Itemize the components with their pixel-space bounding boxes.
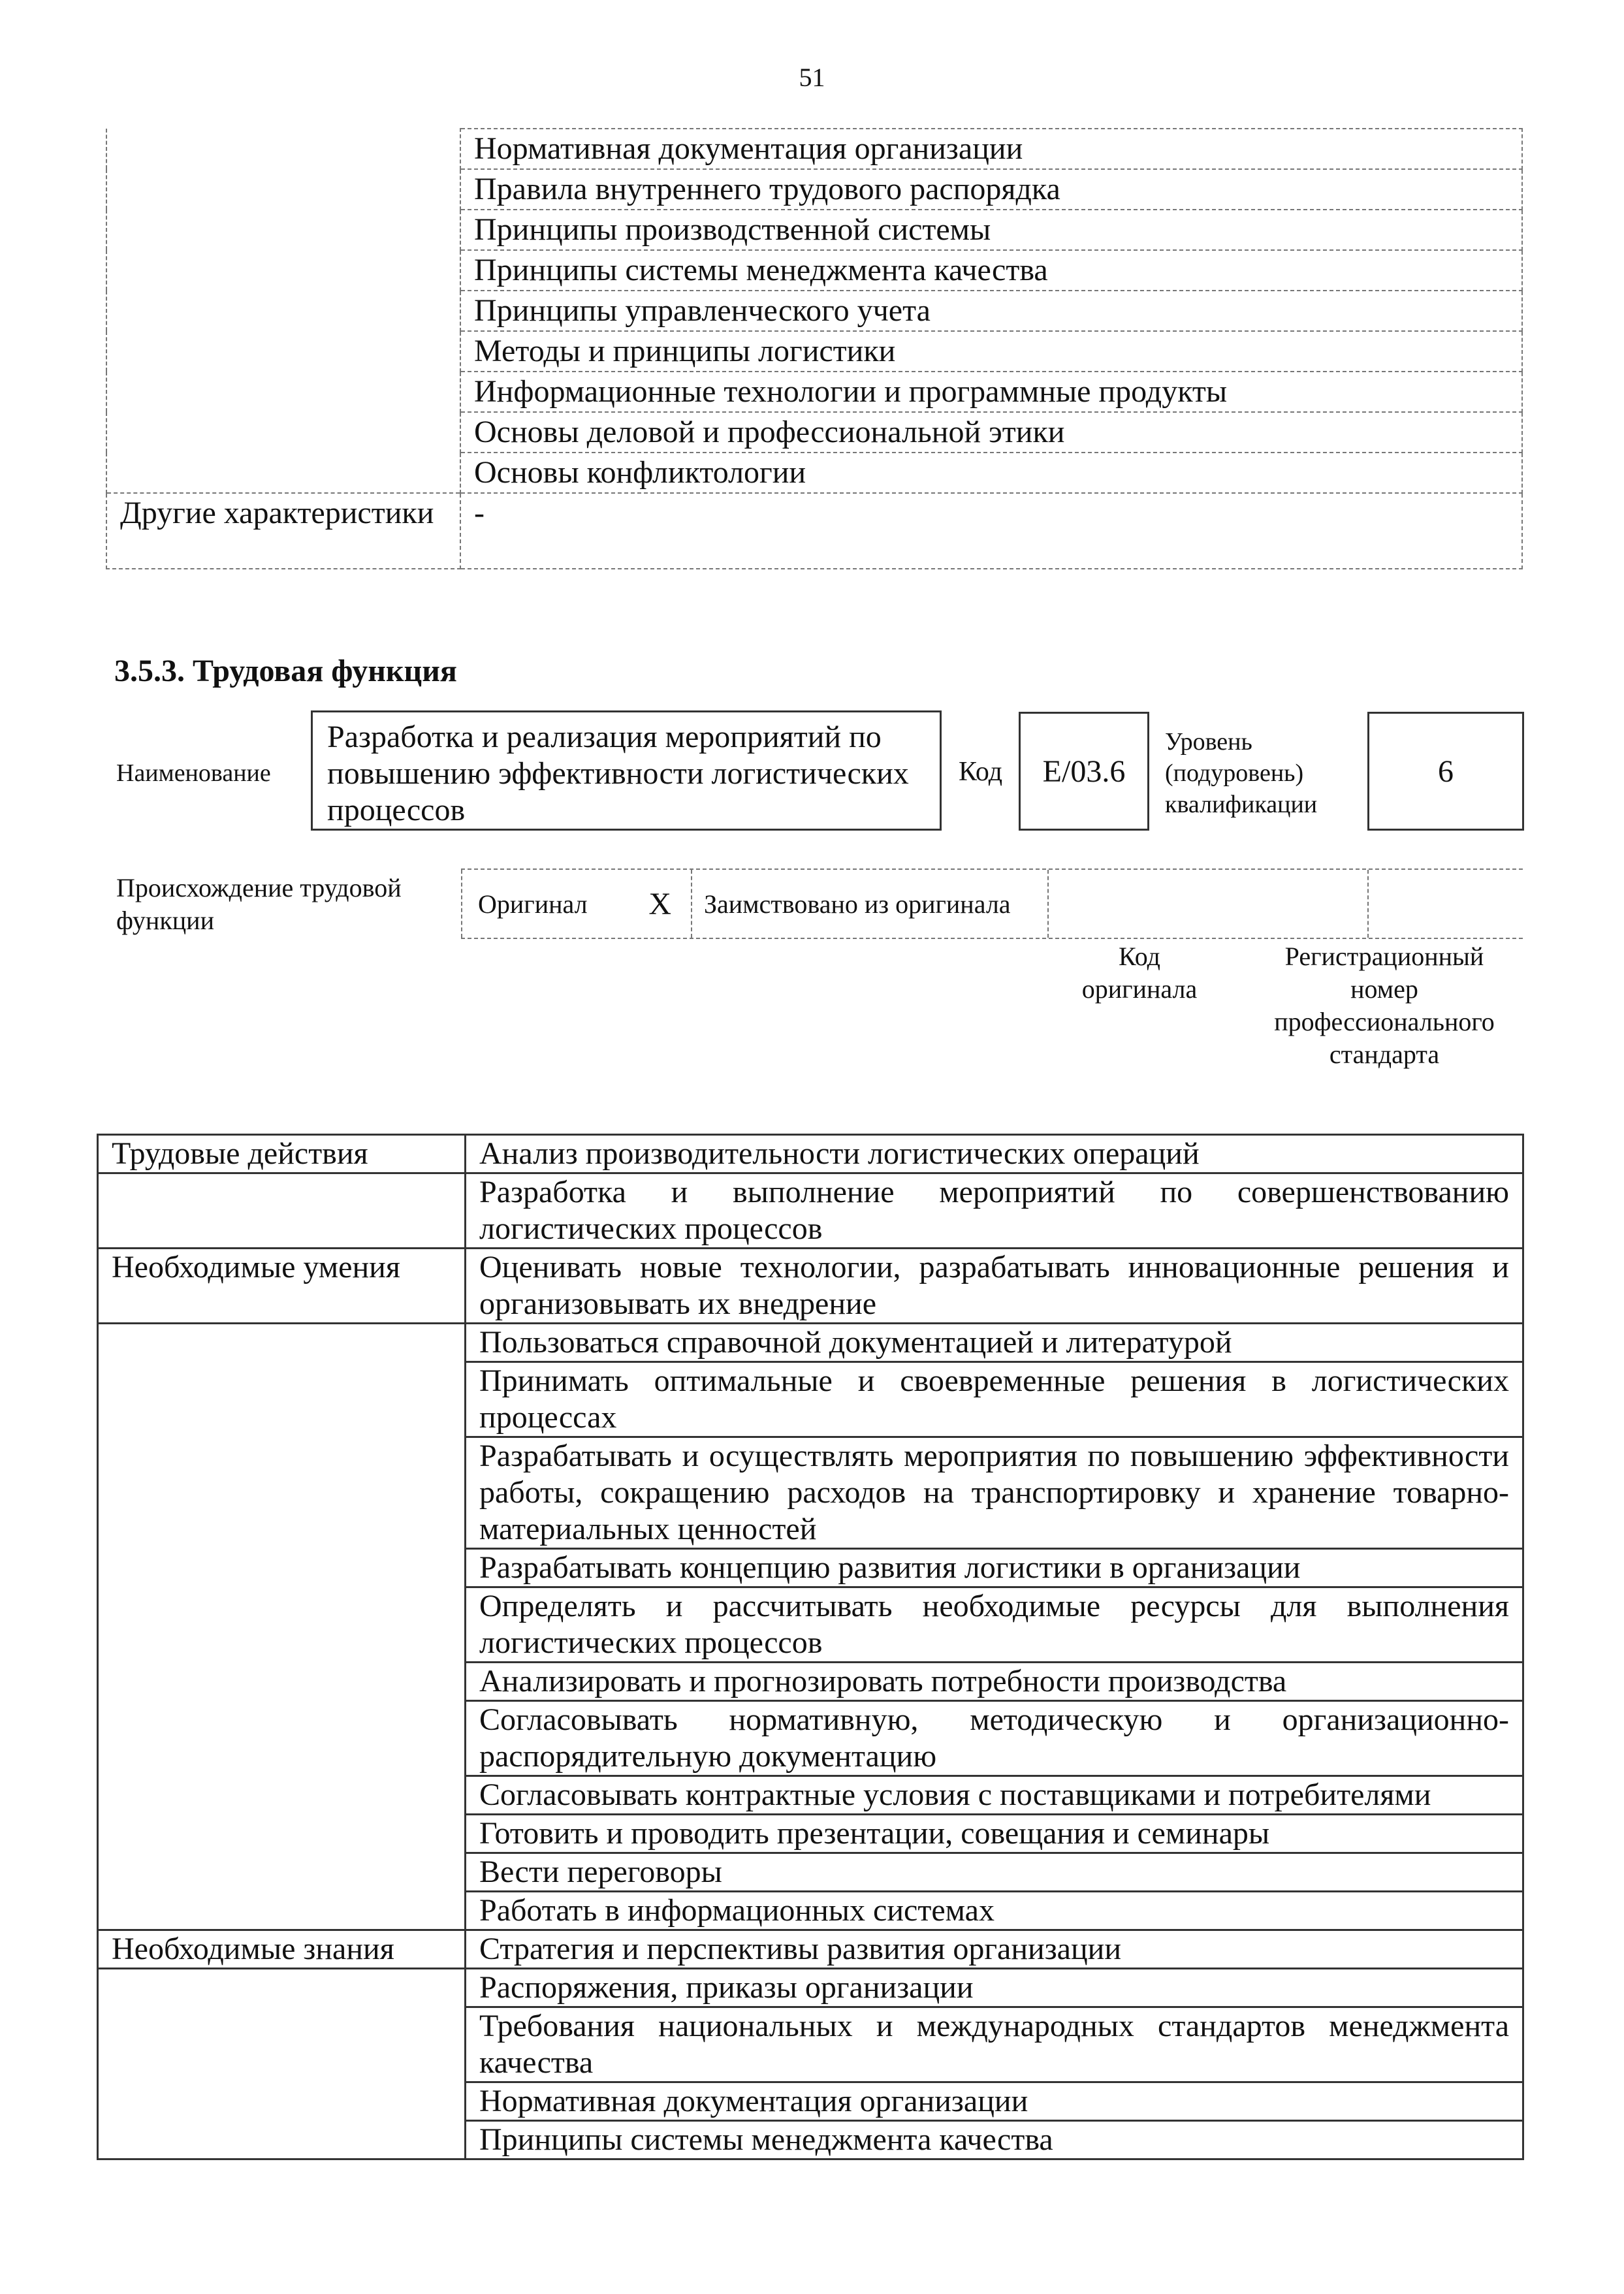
table-row [106, 169, 1522, 210]
knowledge-item: Распоряжения, приказы организации [466, 1969, 1523, 2007]
skills-label: Необходимые умения [98, 1249, 466, 1324]
skill-item: Согласовывать нормативную, методическую и организационно-распорядительную документацию [466, 1701, 1523, 1776]
table-row [98, 1362, 1523, 1437]
skill-item: Готовить и проводить презентации, совещания и семинары [466, 1815, 1523, 1853]
labor-actions-label: Трудовые действия [98, 1135, 466, 1173]
skill-item: Анализировать и прогнозировать потребности производства [466, 1663, 1523, 1701]
table-row [98, 1815, 1523, 1853]
table-row [98, 2082, 1523, 2121]
skill-item: Оценивать новые технологии, разрабатывать инновационные решения и организовывать их внедрение [466, 1249, 1523, 1324]
origin-original-cell [461, 870, 692, 938]
name-label: Наименование [116, 759, 271, 787]
knowledge-item: Основы конфликтологии [460, 453, 1522, 493]
skill-item: Вести переговоры [466, 1853, 1523, 1892]
table-row [106, 493, 1522, 569]
section-heading: 3.5.3. Трудовая функция [114, 654, 457, 688]
table-row [106, 250, 1522, 291]
table-row [98, 1135, 1523, 1173]
other-characteristics-value: - [460, 493, 1522, 569]
page-number: 51 [799, 63, 825, 92]
origin-mark: X [648, 886, 671, 921]
table-row [98, 2007, 1523, 2082]
function-name-box: Разработка и реализация мероприятий по повышению эффективности логистических процессов [311, 710, 942, 831]
knowledge-item: Принципы системы менеджмента качества [460, 250, 1522, 291]
skill-item: Согласовывать контрактные условия с поставщиками и потребителями [466, 1776, 1523, 1815]
table-row [106, 453, 1522, 493]
origin-original-label: Оригинал [478, 889, 588, 919]
knowledge-item: Методы и принципы логистики [460, 331, 1522, 372]
origin-row [461, 868, 1523, 939]
knowledge-item: Нормативная документация организации [460, 129, 1522, 169]
labor-action-item: Анализ производительности логистических операций [466, 1135, 1523, 1173]
origin-label: Происхождение трудовой функции [116, 873, 402, 935]
knowledge-item: Принципы управленческого учета [460, 291, 1522, 331]
labor-function-table [97, 1134, 1524, 2160]
table-row [98, 1249, 1523, 1324]
origin-code-cell [1049, 870, 1369, 938]
qualification-level-label: Уровень (подуровень) квалификации [1165, 728, 1318, 818]
knowledge-item: Принципы производственной системы [460, 210, 1522, 250]
table-row [98, 1701, 1523, 1776]
other-characteristics-label: Другие характеристики [106, 493, 460, 569]
table-row [98, 1437, 1523, 1549]
table-row [106, 331, 1522, 372]
table-row [98, 1892, 1523, 1930]
knowledge-item: Принципы системы менеджмента качества [466, 2121, 1523, 2159]
table-row [98, 2121, 1523, 2159]
table-row [98, 1324, 1523, 1362]
skill-item: Принимать оптимальные и своевременные решения в логистических процессах [466, 1362, 1523, 1437]
knowledge-label: Необходимые знания [98, 1930, 466, 1969]
code-label: Код [959, 757, 1003, 787]
skill-item: Работать в информационных системах [466, 1892, 1523, 1930]
table-row [98, 1930, 1523, 1969]
knowledge-item: Основы деловой и профессиональной этики [460, 412, 1522, 453]
skill-item: Определять и рассчитывать необходимые ресурсы для выполнения логистических процессов [466, 1587, 1523, 1663]
qualification-level-box: 6 [1367, 712, 1524, 831]
empty-key-cell [106, 129, 460, 169]
table-row [98, 1587, 1523, 1663]
table-row [106, 210, 1522, 250]
skill-item: Разрабатывать концепцию развития логистики в организации [466, 1549, 1523, 1587]
knowledge-item: Правила внутреннего трудового распорядка [460, 169, 1522, 210]
origin-code-caption: Код оригинала [1081, 942, 1198, 1004]
table-row [106, 372, 1522, 412]
origin-borrowed-cell: Заимствовано из оригинала [692, 870, 1049, 938]
table-row [98, 1776, 1523, 1815]
table-row [98, 1969, 1523, 2007]
labor-action-item: Разработка и выполнение мероприятий по совершенствованию логистических процессов [466, 1173, 1523, 1249]
table-row [98, 1549, 1523, 1587]
table-row [106, 412, 1522, 453]
knowledge-item: Требования национальных и международных стандартов менеджмента качества [466, 2007, 1523, 2082]
skill-item: Разрабатывать и осуществлять мероприятия по повышению эффективности работы, сокращению расходов на транспортировку и хранение товарно-материальных ценностей [466, 1437, 1523, 1549]
knowledge-continuation-table [106, 128, 1523, 569]
table-row [106, 129, 1522, 169]
table-row [106, 291, 1522, 331]
function-code-box: E/03.6 [1019, 712, 1149, 831]
table-row [98, 1663, 1523, 1701]
knowledge-item: Нормативная документация организации [466, 2082, 1523, 2121]
table-row [98, 1173, 1523, 1249]
table-row [98, 1853, 1523, 1892]
knowledge-item: Стратегия и перспективы развития организации [466, 1930, 1523, 1969]
knowledge-item: Информационные технологии и программные продукты [460, 372, 1522, 412]
skill-item: Пользоваться справочной документацией и литературой [466, 1324, 1523, 1362]
registration-number-caption: Регистрационный номер профессионального стандарта [1274, 942, 1495, 1069]
